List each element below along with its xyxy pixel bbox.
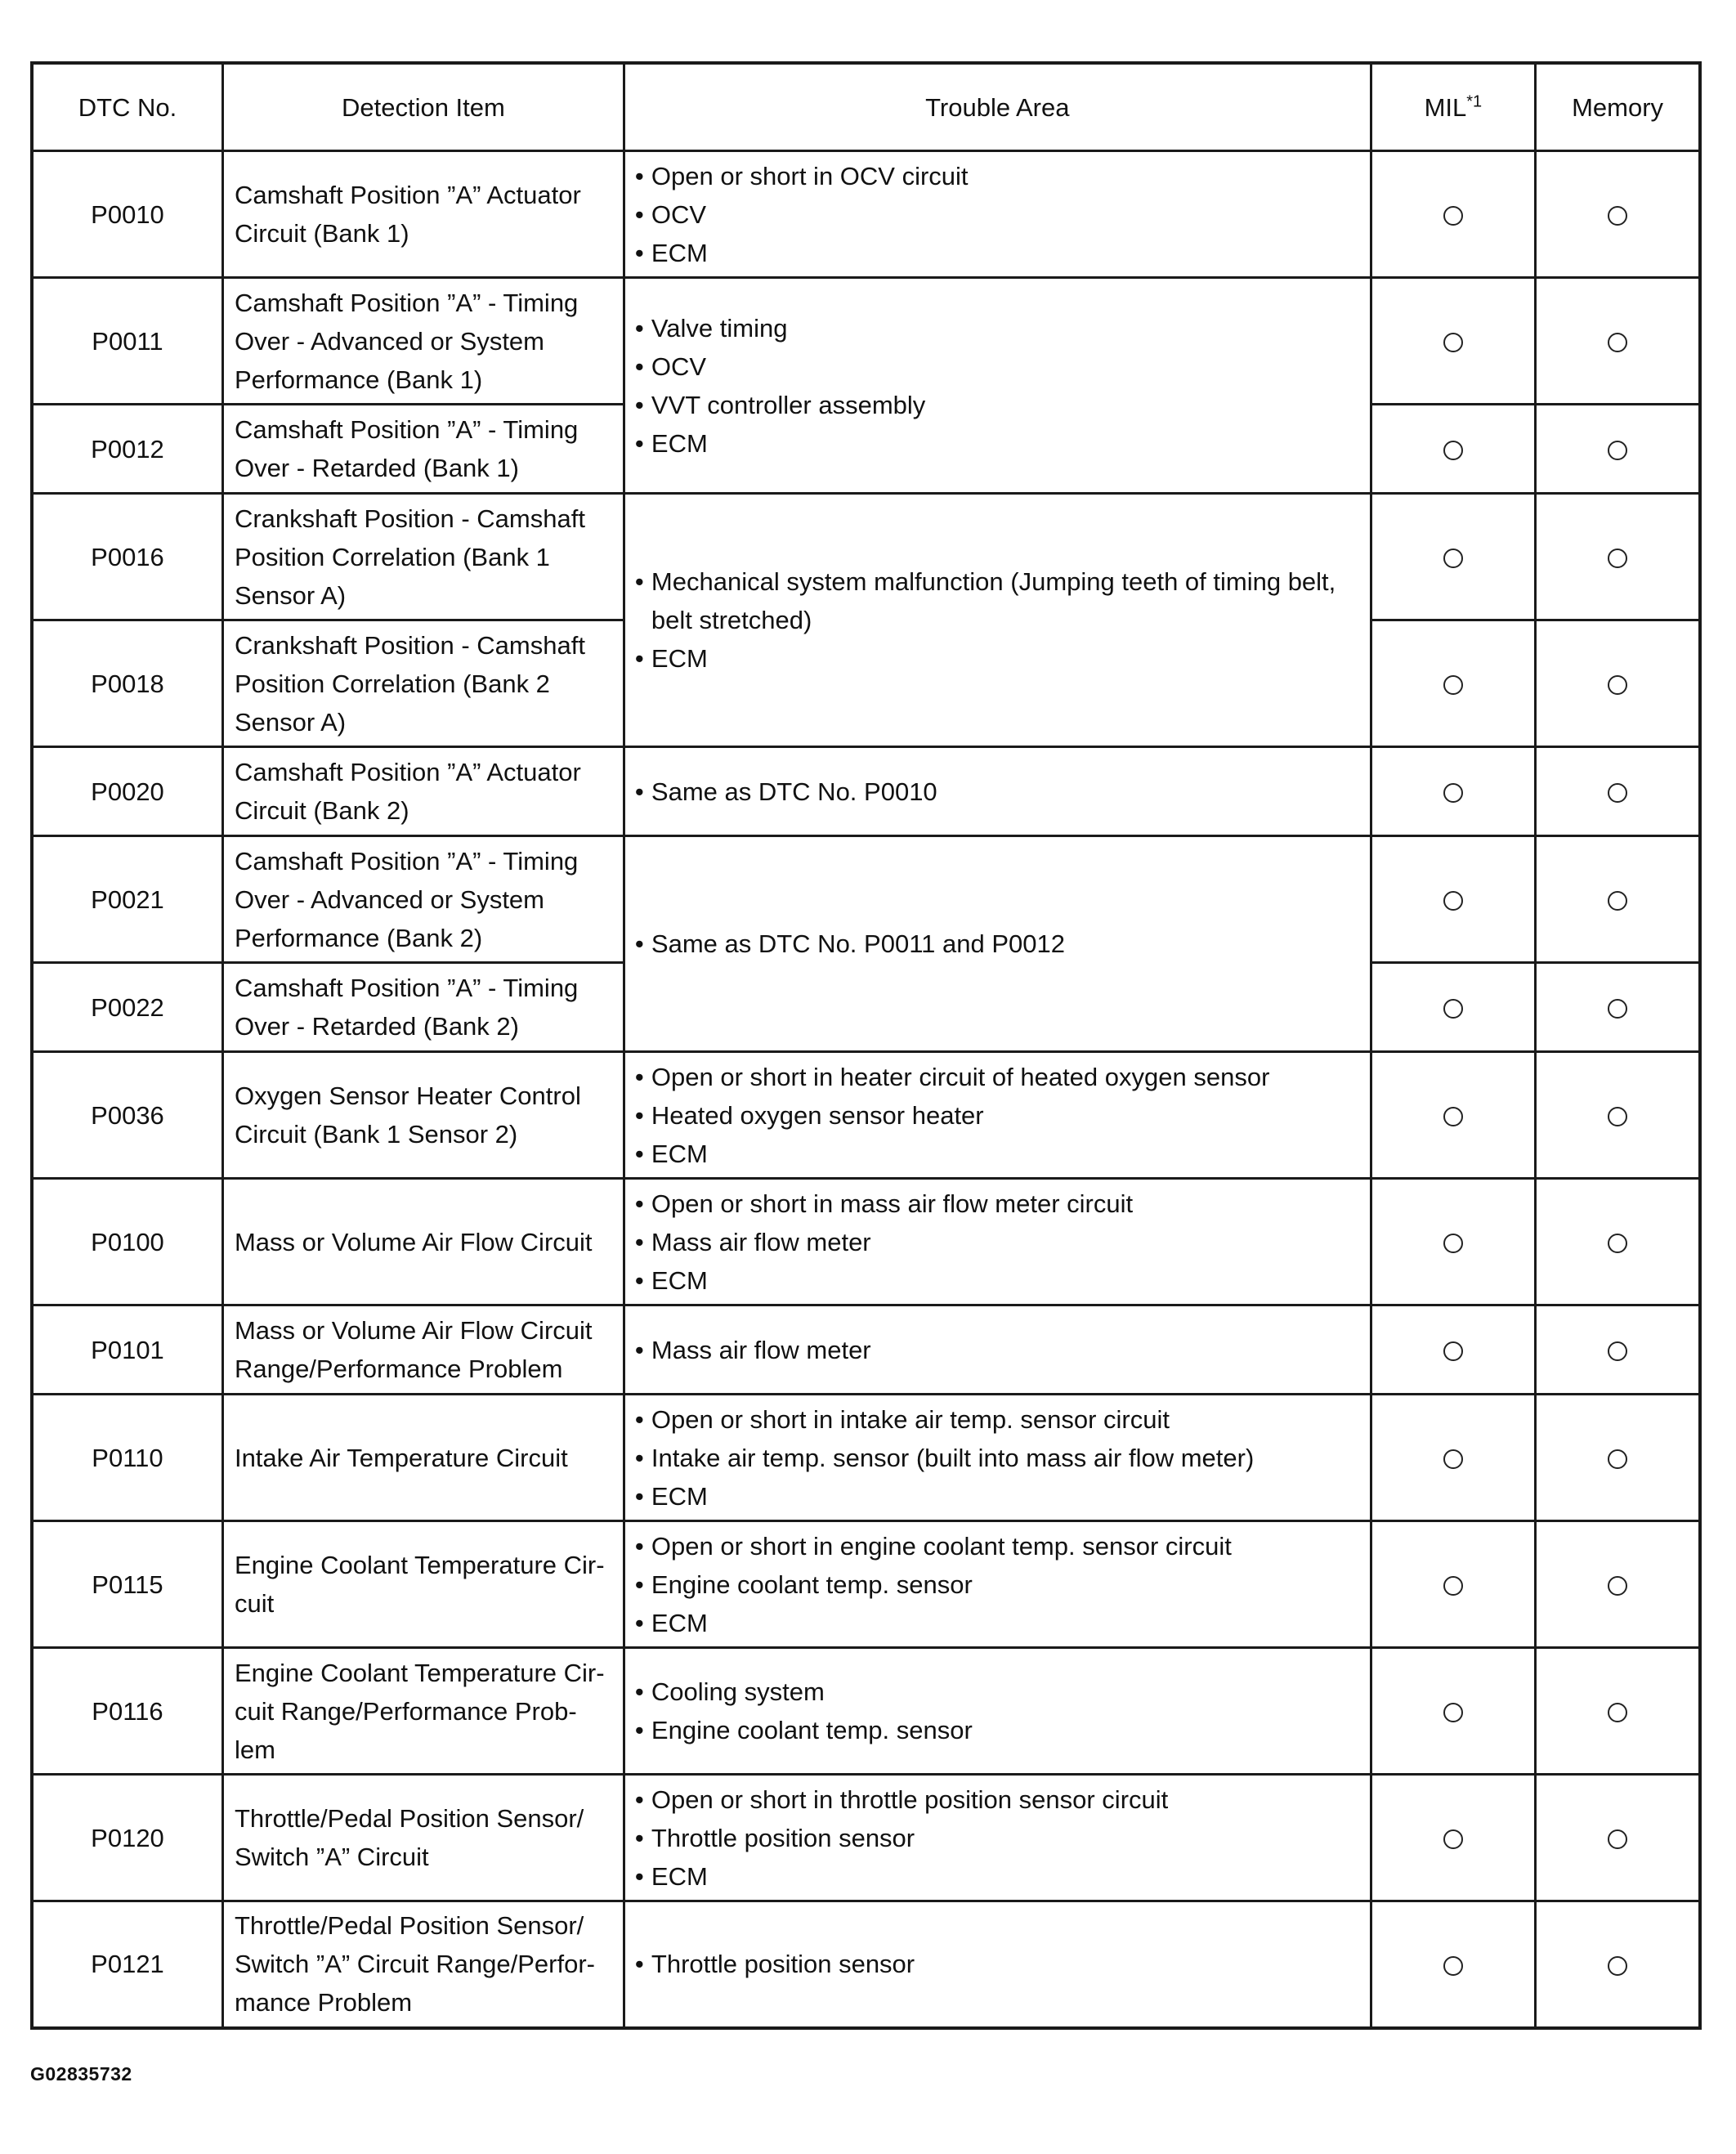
mil-cell [1371, 278, 1535, 405]
mil-cell [1371, 1901, 1535, 2028]
mil-cell [1371, 151, 1535, 278]
memory-cell [1536, 1901, 1700, 2028]
mil-cell [1371, 620, 1535, 747]
mil-cell [1371, 836, 1535, 963]
mil-cell [1371, 1521, 1535, 1648]
trouble-area-list [635, 1058, 1363, 1173]
header-mil-footnote: *1 [1466, 92, 1483, 111]
memory-circle-mark [1608, 675, 1627, 695]
trouble-area-item: • ECM [635, 1477, 1363, 1516]
trouble-area-item: • Same as DTC No. P0011 and P0012 [635, 925, 1363, 963]
figure-id: G02835732 [30, 2063, 132, 2085]
trouble-area-item: • Engine coolant temp. sensor [635, 1711, 1363, 1749]
trouble-area-item: • Same as DTC No. P0010 [635, 772, 1363, 811]
trouble-area-item: • Open or short in OCV circuit [635, 157, 1363, 195]
trouble-area [624, 494, 1371, 747]
trouble-area-list [635, 1400, 1363, 1516]
table-row [32, 836, 1700, 963]
trouble-area [624, 836, 1371, 1052]
memory-cell [1536, 1775, 1700, 1901]
trouble-area-item: • Throttle position sensor [635, 1945, 1363, 1983]
dtc-code: P0101 [32, 1305, 222, 1395]
trouble-area-item: • ECM [635, 1604, 1363, 1642]
dtc-code: P0022 [32, 963, 222, 1052]
table-row [32, 494, 1700, 620]
dtc-code: P0036 [32, 1052, 222, 1179]
detection-item: Camshaft Position ”A” Actuator Circuit (Bank 1) [222, 151, 624, 278]
trouble-area-item: • Open or short in engine coolant temp. sensor circuit [635, 1527, 1363, 1565]
memory-circle-mark [1608, 783, 1627, 803]
trouble-area-item: • Open or short in intake air temp. sensor circuit [635, 1400, 1363, 1439]
table-row [32, 1521, 1700, 1648]
memory-circle-mark [1608, 1956, 1627, 1976]
table-row [32, 1305, 1700, 1395]
mil-cell [1371, 405, 1535, 494]
mil-circle-mark [1443, 999, 1463, 1019]
mil-circle-mark [1443, 1107, 1463, 1126]
trouble-area-item: • Mass air flow meter [635, 1331, 1363, 1369]
mil-circle-mark [1443, 1576, 1463, 1596]
detection-item: Camshaft Position ”A” Actuator Circuit (Bank 2) [222, 747, 624, 836]
trouble-area-item: • ECM [635, 424, 1363, 463]
trouble-area-item: • OCV [635, 347, 1363, 386]
trouble-area-item: • Cooling system [635, 1673, 1363, 1711]
detection-item: Throttle/Pedal Position Sensor/ Switch ”A” Circuit [222, 1775, 624, 1901]
memory-cell [1536, 151, 1700, 278]
trouble-area [624, 278, 1371, 494]
trouble-area-list [635, 1945, 1363, 1983]
dtc-code: P0110 [32, 1395, 222, 1521]
trouble-area-list [635, 1331, 1363, 1369]
dtc-code: P0018 [32, 620, 222, 747]
dtc-code: P0011 [32, 278, 222, 405]
trouble-area-item: • Throttle position sensor [635, 1819, 1363, 1857]
detection-item: Throttle/Pedal Position Sensor/ Switch ”A” Circuit Range/Perfor- mance Problem [222, 1901, 624, 2028]
mil-circle-mark [1443, 333, 1463, 352]
memory-cell [1536, 1521, 1700, 1648]
memory-cell [1536, 405, 1700, 494]
table-row [32, 1179, 1700, 1305]
trouble-area [624, 1901, 1371, 2028]
trouble-area-item: • OCV [635, 195, 1363, 234]
trouble-area [624, 1305, 1371, 1395]
mil-circle-mark [1443, 1956, 1463, 1976]
trouble-area-item: • Mechanical system malfunction (Jumping teeth of timing belt, belt stretched) [635, 562, 1363, 639]
detection-item: Oxygen Sensor Heater Control Circuit (Bank 1 Sensor 2) [222, 1052, 624, 1179]
trouble-area-item: • Open or short in throttle position sensor circuit [635, 1780, 1363, 1819]
trouble-area-item: • Valve timing [635, 309, 1363, 347]
table-row [32, 1648, 1700, 1775]
memory-cell [1536, 494, 1700, 620]
trouble-area-item: • ECM [635, 1261, 1363, 1300]
table-row [32, 278, 1700, 405]
trouble-area-list [635, 1673, 1363, 1749]
trouble-area-list [635, 925, 1363, 963]
header-trouble-area: Trouble Area [624, 63, 1371, 151]
detection-item: Engine Coolant Temperature Cir- cuit Range/Performance Prob- lem [222, 1648, 624, 1775]
trouble-area [624, 1052, 1371, 1179]
trouble-area-item: • ECM [635, 234, 1363, 272]
header-row [32, 63, 1700, 151]
detection-item: Camshaft Position ”A” - Timing Over - Retarded (Bank 1) [222, 405, 624, 494]
trouble-area-list [635, 772, 1363, 811]
memory-cell [1536, 1395, 1700, 1521]
mil-cell [1371, 1052, 1535, 1179]
memory-circle-mark [1608, 1449, 1627, 1469]
trouble-area-item: • VVT controller assembly [635, 386, 1363, 424]
mil-circle-mark [1443, 675, 1463, 695]
detection-item: Crankshaft Position - Camshaft Position Correlation (Bank 2 Sensor A) [222, 620, 624, 747]
mil-cell [1371, 747, 1535, 836]
trouble-area [624, 151, 1371, 278]
trouble-area [624, 1179, 1371, 1305]
table-row [32, 1775, 1700, 1901]
dtc-code: P0021 [32, 836, 222, 963]
memory-cell [1536, 278, 1700, 405]
trouble-area-item: • Mass air flow meter [635, 1223, 1363, 1261]
mil-cell [1371, 1179, 1535, 1305]
header-mil [1371, 63, 1535, 151]
mil-circle-mark [1443, 549, 1463, 568]
memory-circle-mark [1608, 1107, 1627, 1126]
mil-cell [1371, 1395, 1535, 1521]
detection-item: Mass or Volume Air Flow Circuit Range/Performance Problem [222, 1305, 624, 1395]
detection-item: Mass or Volume Air Flow Circuit [222, 1179, 624, 1305]
mil-circle-mark [1443, 783, 1463, 803]
trouble-area [624, 1775, 1371, 1901]
detection-item: Camshaft Position ”A” - Timing Over - Advanced or System Performance (Bank 2) [222, 836, 624, 963]
trouble-area [624, 747, 1371, 836]
trouble-area-item: • Open or short in heater circuit of heated oxygen sensor [635, 1058, 1363, 1096]
memory-circle-mark [1608, 1703, 1627, 1722]
trouble-area-list [635, 1184, 1363, 1300]
mil-circle-mark [1443, 1234, 1463, 1253]
mil-circle-mark [1443, 206, 1463, 226]
memory-circle-mark [1608, 333, 1627, 352]
header-memory: Memory [1536, 63, 1700, 151]
mil-circle-mark [1443, 1703, 1463, 1722]
mil-circle-mark [1443, 1341, 1463, 1361]
dtc-code: P0115 [32, 1521, 222, 1648]
memory-cell [1536, 1179, 1700, 1305]
table-row [32, 151, 1700, 278]
memory-circle-mark [1608, 1234, 1627, 1253]
mil-cell [1371, 494, 1535, 620]
header-dtc-no: DTC No. [32, 63, 222, 151]
mil-circle-mark [1443, 891, 1463, 911]
memory-cell [1536, 620, 1700, 747]
table-row [32, 1395, 1700, 1521]
dtc-code: P0121 [32, 1901, 222, 2028]
detection-item: Camshaft Position ”A” - Timing Over - Advanced or System Performance (Bank 1) [222, 278, 624, 405]
memory-cell [1536, 1052, 1700, 1179]
memory-circle-mark [1608, 891, 1627, 911]
mil-circle-mark [1443, 1449, 1463, 1469]
trouble-area-item: • Intake air temp. sensor (built into mass air flow meter) [635, 1439, 1363, 1477]
header-detection-item: Detection Item [222, 63, 624, 151]
memory-circle-mark [1608, 441, 1627, 460]
trouble-area [624, 1648, 1371, 1775]
trouble-area-list [635, 309, 1363, 463]
trouble-area [624, 1395, 1371, 1521]
mil-circle-mark [1443, 441, 1463, 460]
memory-cell [1536, 747, 1700, 836]
trouble-area-item: • ECM [635, 639, 1363, 678]
mil-cell [1371, 963, 1535, 1052]
memory-cell [1536, 963, 1700, 1052]
detection-item: Engine Coolant Temperature Cir- cuit [222, 1521, 624, 1648]
trouble-area-list [635, 157, 1363, 272]
trouble-area-list [635, 562, 1363, 678]
dtc-table-body [32, 151, 1700, 2028]
header-mil-label: MIL [1424, 92, 1467, 122]
memory-circle-mark [1608, 549, 1627, 568]
detection-item: Camshaft Position ”A” - Timing Over - Retarded (Bank 2) [222, 963, 624, 1052]
memory-circle-mark [1608, 999, 1627, 1019]
trouble-area-list [635, 1527, 1363, 1642]
memory-circle-mark [1608, 1576, 1627, 1596]
detection-item: Crankshaft Position - Camshaft Position Correlation (Bank 1 Sensor A) [222, 494, 624, 620]
dtc-code: P0120 [32, 1775, 222, 1901]
trouble-area [624, 1521, 1371, 1648]
memory-cell [1536, 836, 1700, 963]
dtc-code: P0016 [32, 494, 222, 620]
table-row [32, 747, 1700, 836]
memory-circle-mark [1608, 206, 1627, 226]
mil-cell [1371, 1775, 1535, 1901]
mil-circle-mark [1443, 1829, 1463, 1849]
mil-cell [1371, 1305, 1535, 1395]
trouble-area-list [635, 1780, 1363, 1896]
trouble-area-item: • ECM [635, 1135, 1363, 1173]
table-row [32, 1052, 1700, 1179]
memory-cell [1536, 1648, 1700, 1775]
detection-item: Intake Air Temperature Circuit [222, 1395, 624, 1521]
memory-cell [1536, 1305, 1700, 1395]
table-row [32, 1901, 1700, 2028]
trouble-area-item: • Heated oxygen sensor heater [635, 1096, 1363, 1135]
dtc-code: P0012 [32, 405, 222, 494]
trouble-area-item: • Engine coolant temp. sensor [635, 1565, 1363, 1604]
dtc-code: P0100 [32, 1179, 222, 1305]
memory-circle-mark [1608, 1829, 1627, 1849]
mil-cell [1371, 1648, 1535, 1775]
dtc-code: P0010 [32, 151, 222, 278]
trouble-area-item: • ECM [635, 1857, 1363, 1896]
memory-circle-mark [1608, 1341, 1627, 1361]
trouble-area-item: • Open or short in mass air flow meter circuit [635, 1184, 1363, 1223]
dtc-code: P0020 [32, 747, 222, 836]
dtc-table [30, 61, 1702, 2030]
dtc-code: P0116 [32, 1648, 222, 1775]
